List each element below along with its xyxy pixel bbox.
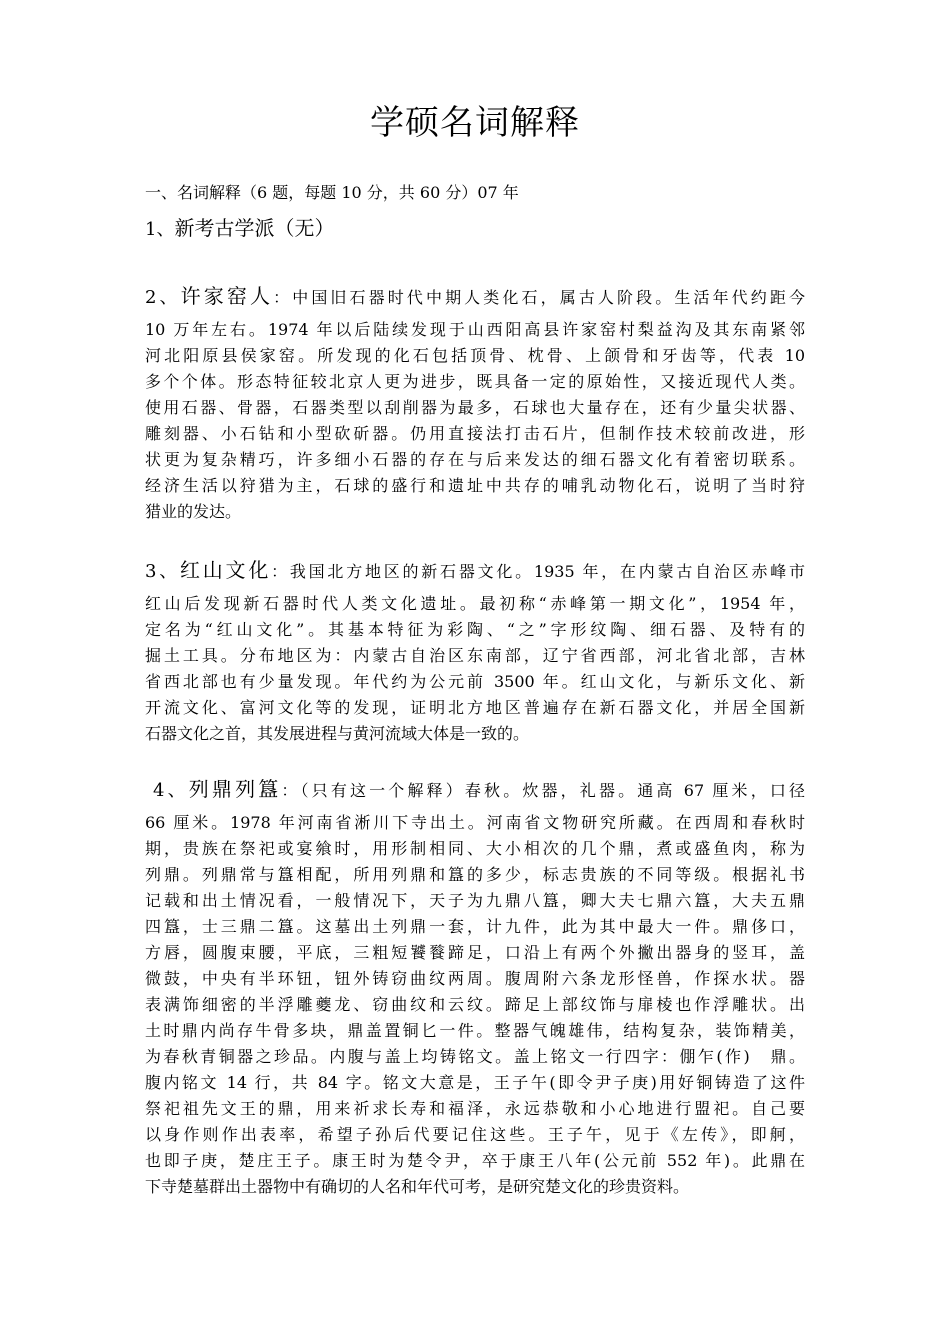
entry-separator: ： xyxy=(281,781,301,800)
entry-text-line: 中国旧石器时代中期人类化石，属古人阶段。生活年代约距今 xyxy=(292,288,805,307)
entry-text-line: 河北阳原县侯家窑。所发现的化石包括顶骨、枕骨、上颌骨和牙齿等，代表 10 xyxy=(145,346,805,365)
entry-text-line: 猎业的发达。 xyxy=(145,502,242,521)
entry-heading xyxy=(145,211,805,245)
entry-text-line: 以身作则作出表率，希望子孙后代要记住这些。王子午，见于《左传》，即舸， xyxy=(145,1125,805,1144)
entry-heading xyxy=(145,553,805,587)
entry-text-line: 10 万年左右。1974 年以后陆续发现于山西阳高县许家窑村梨益沟及其东南紧邻 xyxy=(145,320,805,339)
entry-text-line: 表满饰细密的半浮雕夔龙、窃曲纹和云纹。蹄足上部纹饰与扉棱也作浮雕状。出 xyxy=(145,995,805,1014)
entry-text-line: 省西北部也有少量发现。年代约为公元前 3500 年。红山文化，与新乐文化、新 xyxy=(145,672,805,691)
entry-text-line: 状更为复杂精巧，许多细小石器的存在与后来发达的细石器文化有着密切联系。 xyxy=(145,450,805,469)
entry-text-line: 66 厘米。1978 年河南省淅川下寺出土。河南省文物研究所藏。在西周和春秋时 xyxy=(145,813,805,832)
entry-number: 3、 xyxy=(145,561,180,582)
entry-note: （无） xyxy=(274,216,335,240)
entry-text-line: 定名为“红山文化”。其基本特征为彩陶、“之”字形纹陶、细石器、及特有的 xyxy=(145,620,805,639)
entry-separator: ： xyxy=(271,562,290,581)
entry-text-line: 祭祀祖先文王的鼎，用来祈求长寿和福泽，永远恭敬和小心地进行盟祀。自己要 xyxy=(145,1099,805,1118)
entry-term: 许家窑人 xyxy=(180,284,274,308)
page-title: 学硕名词解释 xyxy=(370,103,580,143)
entry-text-line: 经济生活以狩猎为主，石球的盛行和遗址中共存的哺乳动物化石，说明了当时狩 xyxy=(145,476,805,495)
entry-text-line: （只有这一个解释）春秋。炊器，礼器。通高 67 厘米，口径 xyxy=(300,781,805,800)
entry-heading xyxy=(145,279,805,313)
entry-text-line: 四簋，士三鼎二簋。这墓出土列鼎一套，计九件，此为其中最大一件。鼎侈口， xyxy=(145,917,805,936)
entry-text-line: 石器文化之首，其发展进程与黄河流域大体是一致的。 xyxy=(145,724,530,743)
entry-number: 2、 xyxy=(145,287,181,308)
entry-term: 新考古学派 xyxy=(174,216,275,240)
entry-lieding-liegui xyxy=(145,772,805,1200)
entry-number: 1、 xyxy=(145,219,175,240)
entry-text-line: 列鼎。列鼎常与簋相配，所用列鼎和簋的多少，标志贵族的不同等级。根据礼书 xyxy=(145,865,805,884)
entry-new-archaeology xyxy=(145,211,805,249)
entry-text-line: 记载和出土情况看，一般情况下，天子为九鼎八簋，卿大夫七鼎六簋，大夫五鼎 xyxy=(145,891,805,910)
entry-text-line: 掘土工具。分布地区为：内蒙古自治区东南部，辽宁省西部，河北省北部，吉林 xyxy=(145,646,805,665)
entry-text-line: 腹内铭文 14 行，共 84 字。铭文大意是，王子午(即令尹子庚)用好铜铸造了这件 xyxy=(145,1073,805,1092)
entry-text-line: 多个个体。形态特征较北京人更为进步，既具备一定的原始性，又接近现代人类。 xyxy=(145,372,805,391)
entry-text-line: 使用石器、骨器，石器类型以刮削器为最多，石球也大量存在，还有少量尖状器、 xyxy=(145,398,805,417)
entry-number: 4、 xyxy=(153,780,189,801)
entry-text-line: 期，贵族在祭祀或宴飨时，用形制相同、大小相次的几个鼎，煮或盛鱼肉，称为 xyxy=(145,839,805,858)
entry-text-line: 开流文化、富河文化等的发现，证明北方地区普遍存在新石器文化，并居全国新 xyxy=(145,698,805,717)
entry-term: 红山文化 xyxy=(180,558,272,582)
entry-term: 列鼎列簋 xyxy=(188,777,282,801)
entry-text-line: 我国北方地区的新石器文化。1935 年，在内蒙古自治区赤峰市 xyxy=(289,562,805,581)
entry-text-line: 微鼓，中央有半环钮，钮外铸窃曲纹两周。腹周附六条龙形怪兽，作探水状。器 xyxy=(145,969,805,988)
entry-text-line: 红山后发现新石器时代人类文化遗址。最初称“赤峰第一期文化”，1954 年， xyxy=(145,594,805,613)
entry-hongshan-culture xyxy=(145,553,805,747)
entry-separator: ： xyxy=(273,288,293,307)
entry-text-line: 方唇，圆腹束腰，平底，三粗短饕餮蹄足，口沿上有两个外撇出器身的竖耳，盖 xyxy=(145,943,805,962)
entry-heading xyxy=(145,772,805,806)
entry-xujiayao-man xyxy=(145,279,805,525)
entry-text-line: 土时鼎内尚存牛骨多块，鼎盖置铜匕一件。整器气魄雄伟，结构复杂，装饰精美， xyxy=(145,1021,805,1040)
entry-text-line: 雕刻器、小石钻和小型砍斫器。仍用直接法打击石片，但制作技术较前改进，形 xyxy=(145,424,805,443)
entry-text-line: 下寺楚墓群出土器物中有确切的人名和年代可考，是研究楚文化的珍贵资料。 xyxy=(145,1177,690,1196)
section-heading: 一、名词解释（6 题，每题 10 分，共 60 分）07 年 xyxy=(145,183,519,202)
entry-text-line: 也即子庚，楚庄王子。康王时为楚令尹，卒于康王八年(公元前 552 年)。此鼎在 xyxy=(145,1151,805,1170)
entry-text-line: 为春秋青铜器之珍品。内腹与盖上均铸铭文。盖上铭文一行四字：倗乍(作) 鼎。 xyxy=(145,1047,805,1066)
